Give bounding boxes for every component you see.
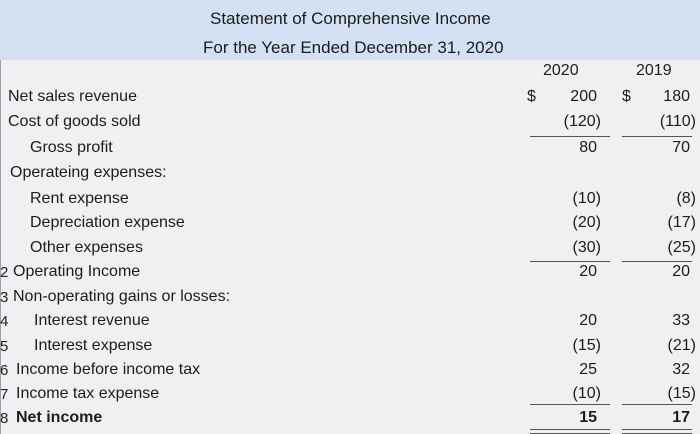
value-2020: 20 — [579, 263, 597, 280]
row-label: Interest expense — [34, 337, 153, 354]
row-label: Rent expense — [30, 190, 129, 207]
underline-other-2019 — [622, 261, 692, 262]
value-2019: (25) — [667, 239, 696, 256]
value-2019: (17) — [667, 214, 696, 231]
year-header-2020: 2020 — [543, 62, 579, 79]
value-2019: (8) — [676, 190, 696, 207]
row-number: 8 — [0, 410, 9, 427]
value-2019: (15) — [667, 385, 696, 402]
double-underline-2020 — [530, 429, 610, 434]
underline-other-2020 — [530, 261, 610, 262]
underline-cogs-2019 — [622, 136, 692, 137]
dollar-sign-2020: $ — [527, 88, 536, 105]
row-label: Gross profit — [30, 139, 113, 156]
value-2019: 33 — [672, 312, 690, 329]
value-2020: 15 — [579, 409, 597, 426]
row-number: 2 — [0, 264, 9, 281]
value-2019: (21) — [667, 337, 696, 354]
row-label: Other expenses — [30, 239, 143, 256]
row-label: Interest revenue — [34, 312, 150, 329]
row-label: Net sales revenue — [8, 88, 137, 105]
row-label: Operating Income — [13, 263, 141, 280]
value-2019: 32 — [672, 361, 690, 378]
value-2019: (110) — [659, 113, 696, 130]
dollar-sign-2019: $ — [622, 88, 631, 105]
value-2020: (20) — [572, 214, 601, 231]
value-2019: 180 — [663, 88, 690, 105]
row-number: 4 — [0, 313, 9, 330]
value-2019: 20 — [672, 263, 690, 280]
row-number: 6 — [0, 362, 9, 379]
value-2019: 70 — [672, 139, 690, 156]
row-label: Depreciation expense — [30, 214, 185, 231]
value-2020: (120) — [563, 113, 601, 130]
value-2020: (30) — [572, 239, 601, 256]
double-underline-2019 — [622, 429, 692, 434]
value-2020: 80 — [579, 139, 597, 156]
row-label: Operateing expenses: — [10, 164, 167, 181]
row-label: Net income — [16, 409, 103, 426]
value-2020: (10) — [572, 385, 601, 402]
value-2020: (10) — [572, 190, 601, 207]
underline-tax-2019 — [622, 404, 692, 405]
value-2020: 25 — [579, 361, 597, 378]
year-header-2019: 2019 — [636, 62, 672, 79]
underline-tax-2020 — [530, 404, 610, 405]
value-2019: 17 — [672, 409, 690, 426]
row-number: 3 — [0, 289, 9, 306]
value-2020: 200 — [570, 88, 597, 105]
underline-cogs-2020 — [530, 136, 610, 137]
row-number: 7 — [0, 386, 9, 403]
row-label: Cost of goods sold — [8, 113, 141, 130]
value-2020: (15) — [572, 337, 601, 354]
row-label: Income tax expense — [16, 385, 160, 402]
row-label: Income before income tax — [16, 361, 201, 378]
row-number: 5 — [0, 338, 9, 355]
statement-title: Statement of Comprehensive Income — [210, 9, 491, 28]
value-2020: 20 — [579, 312, 597, 329]
statement-subtitle: For the Year Ended December 31, 2020 — [203, 38, 504, 57]
row-label: Non-operating gains or losses: — [13, 288, 231, 305]
